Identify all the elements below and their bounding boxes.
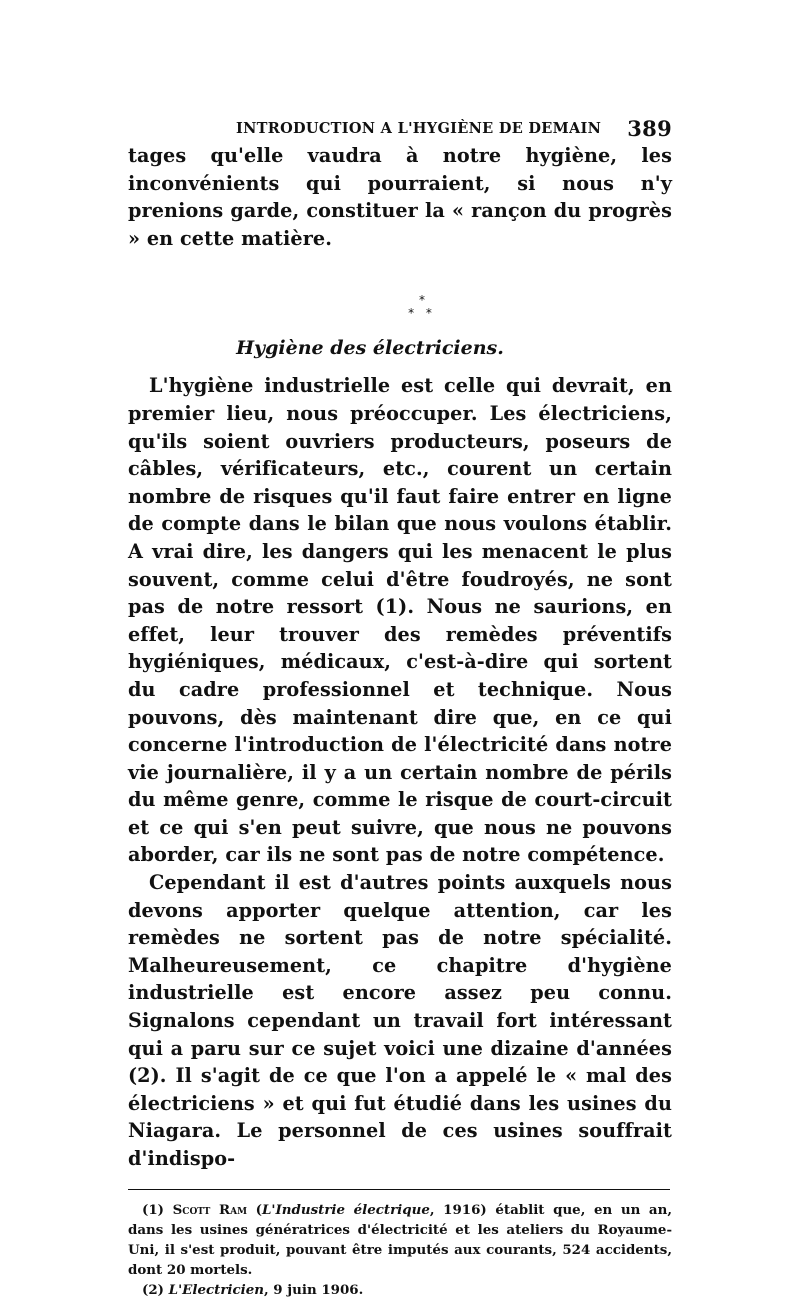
footnote-rule bbox=[128, 1189, 670, 1190]
section-title: Hygiène des électriciens. bbox=[236, 337, 504, 360]
section-separator bbox=[128, 294, 672, 334]
book-page bbox=[128, 112, 672, 1300]
separator-stars-bottom: * * bbox=[408, 306, 436, 321]
footnote-2-work: L'Electricien bbox=[168, 1281, 264, 1298]
body-paragraph-1: L'hygiène industrielle est celle qui devrait, en premier lieu, nous préoccuper. Les électriciens, qu'ils soient ouvriers producteurs, poseurs de câbles, vérificateurs, etc., courent un certain nombre de risques qu'il faut faire entrer en ligne de compte dans le bilan que nous voulons établir. A vrai dire, les dangers qui les menacent le plus souvent, comme celui d'être foudroyés, ne sont pas de notre ressort (1). Nous ne saurions, en effet, leur trouver des remèdes préventifs hygiéniques, médicaux, c'est-à-dire qui sortent du cadre professionnel et technique. Nous pouvons, dès maintenant dire que, en ce qui concerne l'introduction de l'électricité dans notre vie journalière, il y a un certain nombre de périls du même genre, comme le risque de court-circuit et ce qui s'en peut suivre, que nous ne pouvons aborder, car ils ne sont pas de notre compétence. bbox=[128, 374, 672, 867]
footnote-2-text: , 9 juin 1906. bbox=[263, 1281, 364, 1298]
footnote-1-year: , 1916) bbox=[429, 1201, 487, 1218]
opening-paragraph: tages qu'elle vaudra à notre hygiène, les inconvénients qui pourraient, si nous n'y prenions garde, constituer la « rançon du progrès » en cette matière. bbox=[128, 144, 672, 250]
footnote-1-author: Scott Ram bbox=[172, 1201, 248, 1218]
footnote-2 bbox=[128, 1280, 672, 1300]
footnote-1-text: établit que, en un an, dans les usines génératrices d'électricité et les ateliers du Royaume-Uni, il s'est produit, pouvant être imputés aux courants, 524 accidents, dont 20 mortels. bbox=[128, 1201, 673, 1278]
running-header bbox=[128, 112, 672, 142]
footnote-1-marker: (1) bbox=[142, 1201, 164, 1218]
footnote-1-work: L'Industrie électrique bbox=[262, 1201, 430, 1218]
footnotes bbox=[128, 1200, 672, 1300]
page-number: 389 bbox=[627, 116, 672, 141]
footnote-2-marker: (2) bbox=[142, 1281, 164, 1298]
footnote-1 bbox=[128, 1200, 672, 1280]
running-title: INTRODUCTION A L'HYGIÈNE DE DEMAIN bbox=[236, 120, 602, 137]
separator-star-top: * bbox=[419, 293, 425, 308]
footnote-1-open-paren: ( bbox=[247, 1201, 263, 1218]
body-paragraph-2: Cependant il est d'autres points auxquels nous devons apporter quelque attention, car les remèdes ne sortent pas de notre spécialité. Malheureusement, ce chapitre d'hygiène industrielle est encore assez peu connu. Signalons cependant un travail fort intéressant qui a paru sur ce sujet voici une dizaine d'années (2). Il s'agit de ce que l'on a appelé le « mal des électriciens » et qui fut étudié dans les usines du Niagara. Le personnel de ces usines souffrait d'indispo- bbox=[128, 871, 672, 1170]
